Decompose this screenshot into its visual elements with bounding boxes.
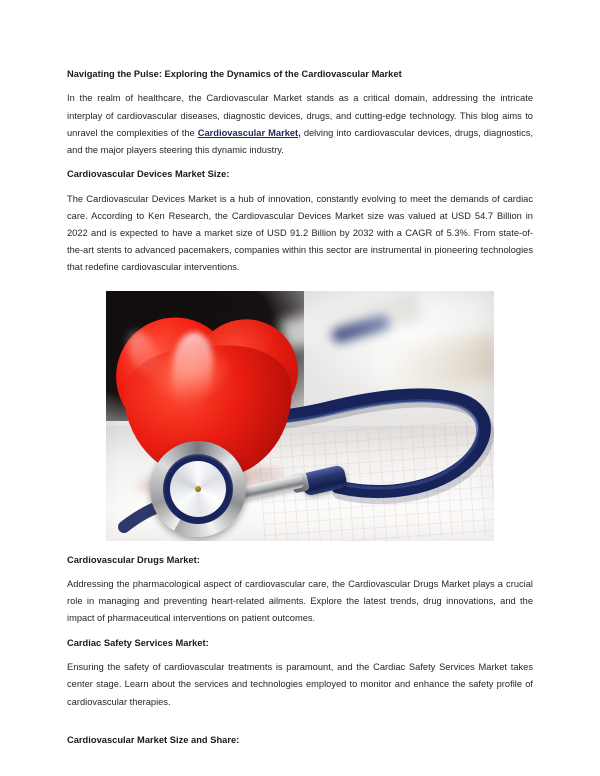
figure-container bbox=[67, 291, 533, 541]
section-body-drugs-market: Addressing the pharmacological aspect of cardiovascular care, the Cardiovascular Drugs Market plays a crucial role in managing and preventing heart-related ailments. Explore the latest trends, drug innovations, and the impact of pharmaceutical interventions on patient outcomes. bbox=[67, 579, 533, 624]
heart-stethoscope-image bbox=[106, 291, 494, 541]
page-title: Navigating the Pulse: Exploring the Dynamics of the Cardiovascular Market bbox=[67, 69, 402, 79]
intro-paragraph bbox=[67, 90, 533, 159]
cardiovascular-market-link[interactable]: Cardiovascular Market, bbox=[197, 127, 301, 138]
stethoscope-chestpiece bbox=[150, 441, 246, 537]
section-heading-devices-market-size: Cardiovascular Devices Market Size: bbox=[67, 169, 230, 180]
intro-text-before-link: In the realm of healthcare, the Cardiovascular Market stands as a critical domain, addressing the intricate interplay of cardiovascular diseases, diagnostic devices, drugs, and cutting-edge technology. This blog aims to unravel the complexities of the bbox=[67, 93, 533, 138]
document-content bbox=[67, 68, 533, 756]
section-body-devices-market-size: The Cardiovascular Devices Market is a hub of innovation, constantly evolving to meet the demands of cardiac care. According to Ken Research, the Cardiovascular Devices Market size was valued at USD 54.7 Billion in 2022 and is expected to have a market size of USD 91.2 Billion by 2032 with a CAGR of 5.3%. From state-of-the-art stents to advanced pacemakers, companies within this sector are instrumental in pioneering technologies that redefine cardiovascular interventions. bbox=[67, 193, 533, 273]
intro-text-after-link: delving into cardiovascular devices, drugs, diagnostics, and the major players steering this dynamic industry. bbox=[67, 127, 534, 156]
chestpiece-center-screw bbox=[195, 486, 201, 492]
closing-heading-market-size-and-share: Cardiovascular Market Size and Share: bbox=[67, 734, 240, 745]
section-body-cardiac-safety-services: Ensuring the safety of cardiovascular treatments is paramount, and the Cardiac Safety Services Market takes center stage. Learn about the services and technologies employed to monitor and enhance the safety profile of cardiovascular therapies. bbox=[67, 662, 533, 707]
section-heading-cardiac-safety-services: Cardiac Safety Services Market: bbox=[67, 637, 209, 648]
spacer bbox=[67, 720, 533, 734]
section-heading-drugs-market: Cardiovascular Drugs Market: bbox=[67, 554, 200, 565]
